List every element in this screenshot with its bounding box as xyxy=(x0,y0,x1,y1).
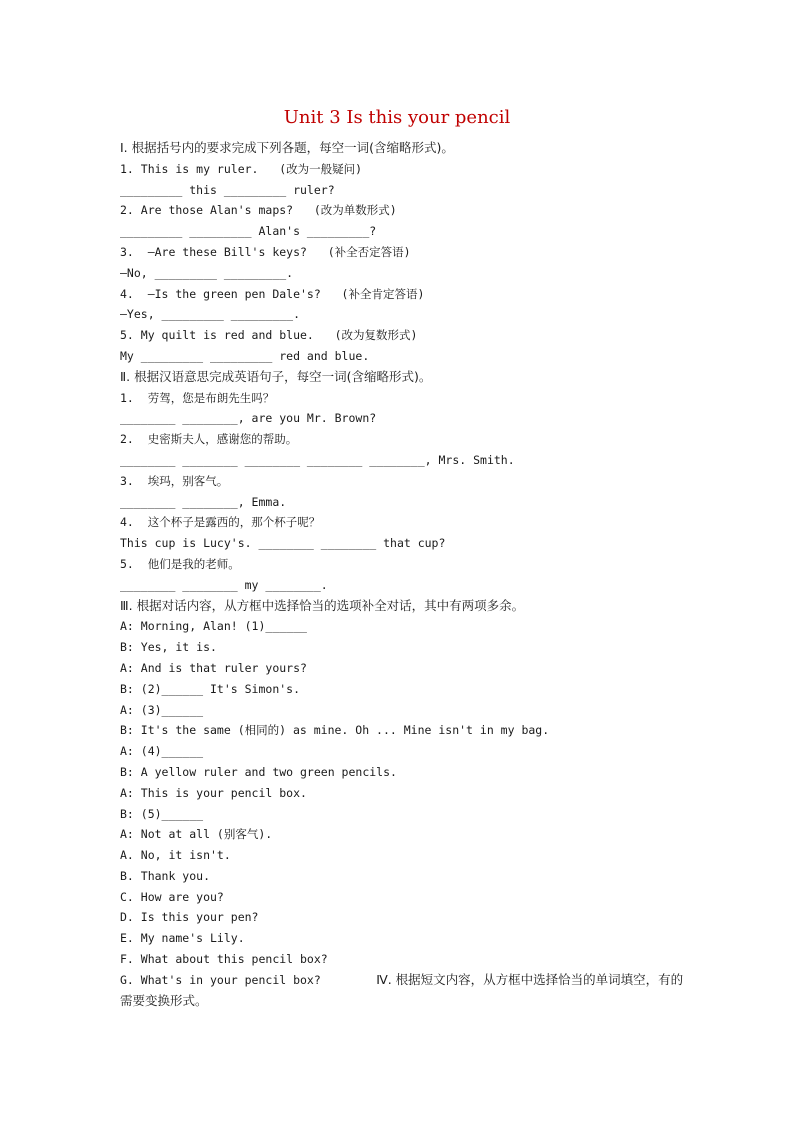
s2-line-7: 4. 这个杯子是露西的，那个杯子呢？ xyxy=(120,515,321,530)
section-2-heading: Ⅱ. 根据汉语意思完成英语句子，每空一词(含缩略形式)。 xyxy=(120,368,432,384)
s3-line-11: A: Not at all (别客气). xyxy=(120,827,273,842)
s2-line-1: 1. 劳驾，您是布朗先生吗？ xyxy=(120,390,275,405)
s3-option-e: E. My name's Lily. xyxy=(120,931,245,946)
s1-line-5: 3. —Are these Bill's keys? (补全否定答语) xyxy=(120,244,411,259)
page-title: Unit 3 Is this your pencil xyxy=(283,107,511,128)
s2-line-4: ________ ________ ________ ________ ________, Mrs. Smith. xyxy=(120,452,515,467)
s3-line-7: A: (4)______ xyxy=(120,744,204,759)
s3-line-5: A: (3)______ xyxy=(120,702,204,717)
s1-line-1: 1. This is my ruler. (改为一般疑问) xyxy=(120,161,363,176)
s3-line-4: B: (2)______ It's Simon's. xyxy=(120,681,301,696)
s3-line-10: B: (5)______ xyxy=(120,806,204,821)
s1-line-4: _________ _________ Alan's _________? xyxy=(120,224,377,239)
section-1-heading: Ⅰ. 根据括号内的要求完成下列各题，每空一词(含缩略形式)。 xyxy=(120,140,454,155)
s3-line-9: A: This is your pencil box. xyxy=(120,785,307,800)
s3-line-2: B: Yes, it is. xyxy=(120,640,217,655)
s2-line-3: 2. 史密斯夫人，感谢您的帮助。 xyxy=(120,432,298,447)
section-4-heading: Ⅳ. 根据短文内容，从方框中选择恰当的单词填空，有的需要变换形式。 xyxy=(120,971,684,1008)
s1-line-6: —No, _________ _________. xyxy=(120,265,294,280)
s3-line-6: B: It's the same (相同的) as mine. Oh ... Mine isn't in my bag. xyxy=(120,723,550,738)
section-3 xyxy=(120,596,690,1012)
section-3-heading: Ⅲ. 根据对话内容，从方框中选择恰当的选项补全对话，其中有两项多余。 xyxy=(120,597,525,613)
s3-option-b: B. Thank you. xyxy=(120,868,211,883)
s3-option-a: A. No, it isn't. xyxy=(120,848,231,863)
s1-line-3: 2. Are those Alan's maps? (改为单数形式) xyxy=(120,203,397,218)
s3-line-8: B: A yellow ruler and two green pencils. xyxy=(120,764,397,779)
section-1 xyxy=(120,138,690,367)
s1-line-7: 4. —Is the green pen Dale's? (补全肯定答语) xyxy=(120,286,425,301)
s2-line-5: 3. 埃玛，别客气。 xyxy=(120,473,229,488)
s1-line-9: 5. My quilt is red and blue. (改为复数形式) xyxy=(120,328,418,343)
s3-option-d: D. Is this your pen? xyxy=(120,910,259,925)
s3-option-f: F. What about this pencil box? xyxy=(120,952,328,967)
s1-line-8: —Yes, _________ _________. xyxy=(120,307,301,322)
s2-line-2: ________ ________, are you Mr. Brown? xyxy=(120,411,377,426)
s2-line-10: ________ ________ my ________. xyxy=(120,577,328,592)
s2-line-9: 5. 他们是我的老师。 xyxy=(120,556,240,571)
section-2 xyxy=(120,367,690,596)
s3-option-g: G. What's in your pencil box? xyxy=(120,972,321,987)
s1-line-2: _________ this _________ ruler? xyxy=(120,182,335,197)
s2-line-8: This cup is Lucy's. ________ ________ that cup? xyxy=(120,536,446,551)
s2-line-6: ________ ________, Emma. xyxy=(120,494,287,509)
s3-option-c: C. How are you? xyxy=(120,889,224,904)
s3-line-3: A: And is that ruler yours? xyxy=(120,660,307,675)
s1-line-10: My _________ _________ red and blue. xyxy=(120,348,370,363)
s3-option-g-and-section-4 xyxy=(120,970,690,1012)
s3-line-1: A: Morning, Alan! (1)______ xyxy=(120,619,307,634)
worksheet-content xyxy=(120,138,690,1011)
